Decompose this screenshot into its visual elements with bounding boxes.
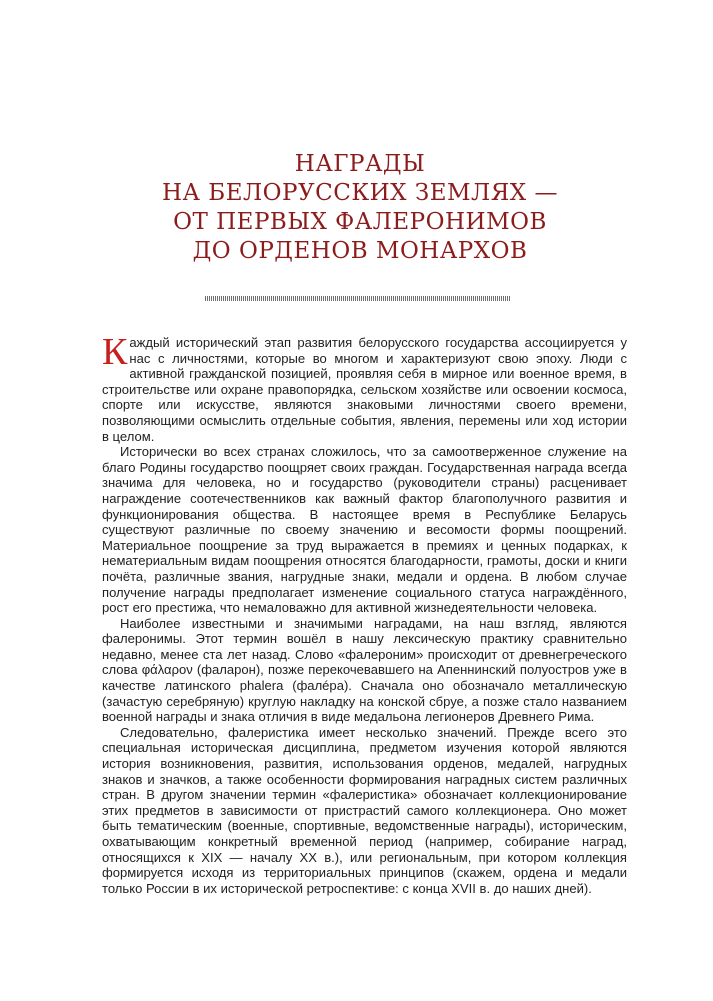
chapter-title — [150, 150, 570, 266]
chapter-title-line-4: ДО ОРДЕНОВ МОНАРХОВ — [192, 238, 528, 264]
chapter-title-line-1: НАГРАДЫ — [294, 151, 426, 177]
drop-cap: К — [102, 331, 128, 373]
chapter-title-line-3: ОТ ПЕРВЫХ ФАЛЕРОНИМОВ — [173, 209, 547, 235]
paragraph-text: аждый исторический этап развития белорусского государства ассоциируется у нас с личностями, которые во многом и характеризуют свою эпоху. Люди с активной гражданской позицией, проявляя себя в мирное или военное время, в строительстве или охране правопорядка, сельском хозяйстве или освоении космоса, спорте или искусстве, являются знаковыми личностями своего времени, позволяющими осмыслить отдельные события, явления, перемены или ход истории в целом. — [102, 335, 627, 444]
body-text — [102, 331, 627, 896]
paragraph: Наиболее известными и значимыми наградами, на наш взгляд, являются фалеронимы. Этот термин вошёл в нашу лексическую практику сравнительно недавно, менее ста лет назад. Слово «фалероним» происходит от древнегреческого слова φάλαρον (фаларон), позже перекочевавшего на Апеннинский полуостров уже в качестве латинского phalera (фалéра). Сначала оно обозначало металлическую (зачастую серебряную) круглую накладку на конской сбруе, а позже стало названием военной награды и знака отличия в виде медальона легионеров Древнего Рима. — [102, 615, 627, 725]
paragraph: Следовательно, фалеристика имеет несколько значений. Прежде всего это специальная историческая дисциплина, предметом изучения которой являются история возникновения, развития, использования орденов, медалей, нагрудных знаков и значков, а также особенности формирования наградных систем различных стран. В другом значении термин «фалеристика» обозначает коллекционирование этих предметов в зависимости от пристрастий самого коллекционера. Оно может быть тематическим (военные, спортивные, ведомственные награды), историческим, охватывающим конкретный временной период (например, собирание наград, относящихся к XIX — началу XX в.), или региональным, при котором коллекция формируется исходя из территориальных принципов (скажем, ордена и медали только России в их исторической ретроспективе: с конца XVII в. до наших дней). — [102, 724, 627, 896]
chapter-title-line-2: НА БЕЛОРУССКИХ ЗЕМЛЯХ — — [162, 180, 558, 206]
title-divider — [205, 296, 510, 301]
paragraph — [102, 331, 627, 444]
paragraph: Исторически во всех странах сложилось, что за самоотверженное служение на благо Родины государство поощряет своих граждан. Государственная награда всегда значима для человека, но и государство (руководители страны) расценивает награждение соотечественников как важный фактор благополучного развития и функционирования общества. В настоящее время в Республике Беларусь существуют различные по своему значению и весомости формы поощрений. Материальное поощрение за труд выражается в премиях и ценных подарках, к нематериальным видам поощрения относятся благодарности, грамоты, доски и книги почёта, различные звания, нагрудные знаки, медали и ордена. В любом случае получение награды предполагает изменение социального статуса награждённого, рост его престижа, что немаловажно для активной жизнедеятельности человека. — [102, 444, 627, 616]
